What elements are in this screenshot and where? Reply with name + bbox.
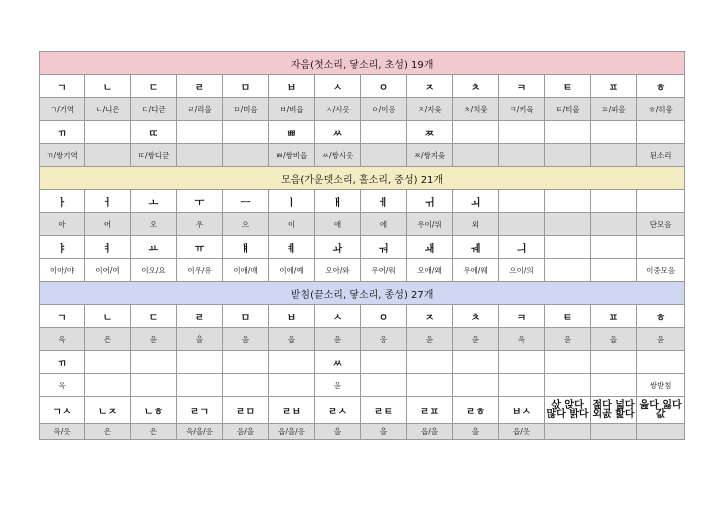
hangul-chart-table bbox=[39, 51, 685, 440]
final-jamo-cell: ㄴ bbox=[85, 305, 131, 328]
final-jamo-cell: ㄹ bbox=[177, 305, 223, 328]
compound-vowel-jamo-cell: ㅖ bbox=[269, 236, 315, 259]
final-jamo-row bbox=[40, 305, 685, 328]
simple-vowel-name-row bbox=[40, 213, 685, 236]
consonant-jamo-cell: ㅈ bbox=[407, 75, 453, 98]
simple-vowel-name-cell bbox=[591, 213, 637, 236]
simple-vowel-jamo-cell: ㅚ bbox=[453, 190, 499, 213]
double-final-jamo-cell bbox=[223, 351, 269, 374]
double-final-jamo-cell bbox=[453, 351, 499, 374]
double-final-jamo-cell bbox=[499, 351, 545, 374]
consonant-jamo-cell: ㅍ bbox=[591, 75, 637, 98]
double-consonant-name-cell bbox=[177, 144, 223, 167]
double-consonant-name-cell bbox=[545, 144, 591, 167]
compound-vowel-name-cell: 오애/왜 bbox=[407, 259, 453, 282]
double-consonant-jamo-cell: ㅆ bbox=[315, 121, 361, 144]
consonant-name-cell: ㅊ/치읓 bbox=[453, 98, 499, 121]
cluster-final-sound-cell: 을 bbox=[453, 424, 499, 440]
final-jamo-cell: ㅂ bbox=[269, 305, 315, 328]
final-jamo-cell: ㅋ bbox=[499, 305, 545, 328]
simple-vowel-name-cell bbox=[545, 213, 591, 236]
final-jamo-cell: ㅅ bbox=[315, 305, 361, 328]
double-consonant-jamo-cell bbox=[177, 121, 223, 144]
consonant-name-cell: ㅅ/시옷 bbox=[315, 98, 361, 121]
compound-vowel-name-row bbox=[40, 259, 685, 282]
double-final-sound-cell bbox=[131, 374, 177, 397]
compound-vowel-name-cell: 이어/여 bbox=[85, 259, 131, 282]
double-final-jamo-cell: ㅆ bbox=[315, 351, 361, 374]
consonant-jamo-cell: ㅋ bbox=[499, 75, 545, 98]
simple-vowel-jamo-row bbox=[40, 190, 685, 213]
consonants-header-row bbox=[40, 52, 685, 75]
cluster-final-jamo-cell: ㄹㅎ bbox=[453, 397, 499, 424]
consonant-jamo-cell: ㅌ bbox=[545, 75, 591, 98]
simple-vowel-name-cell: 우 bbox=[177, 213, 223, 236]
consonants-header-title: 자음(첫소리, 닿소리, 초성) 19개 bbox=[40, 52, 685, 75]
cluster-final-jamo-row bbox=[40, 397, 685, 424]
cluster-final-sound-cell: 읍/을/응 bbox=[269, 424, 315, 440]
double-final-sound-cell bbox=[499, 374, 545, 397]
consonant-name-cell: ㅂ/비읍 bbox=[269, 98, 315, 121]
double-final-sound-cell bbox=[223, 374, 269, 397]
simple-vowel-name-cell: 이 bbox=[269, 213, 315, 236]
double-consonant-jamo-cell bbox=[85, 121, 131, 144]
final-sound-cell: 읃 bbox=[453, 328, 499, 351]
compound-vowel-jamo-row bbox=[40, 236, 685, 259]
simple-vowel-jamo-cell bbox=[591, 190, 637, 213]
double-consonant-name-cell bbox=[223, 144, 269, 167]
double-final-jamo-cell bbox=[407, 351, 453, 374]
simple-vowel-name-cell: 으 bbox=[223, 213, 269, 236]
double-consonant-jamo-row bbox=[40, 121, 685, 144]
double-final-sound-cell bbox=[177, 374, 223, 397]
double-final-sound-cell bbox=[591, 374, 637, 397]
cluster-final-sound-cell: 윽/읏 bbox=[40, 424, 85, 440]
compound-vowel-jamo-cell: ㅠ bbox=[177, 236, 223, 259]
cluster-final-sound-cell bbox=[637, 424, 685, 440]
simple-vowel-jamo-cell: ㅏ bbox=[40, 190, 85, 213]
simple-vowel-jamo-cell bbox=[637, 190, 685, 213]
double-consonant-name-cell: 된소리 bbox=[637, 144, 685, 167]
compound-vowel-name-cell: 이우/유 bbox=[177, 259, 223, 282]
compound-vowel-jamo-cell: ㅞ bbox=[453, 236, 499, 259]
cluster-final-jamo-cell: ㄴㅎ bbox=[131, 397, 177, 424]
simple-vowel-jamo-cell: ㅔ bbox=[361, 190, 407, 213]
double-final-sound-row bbox=[40, 374, 685, 397]
finals-header-row bbox=[40, 282, 685, 305]
cluster-final-jamo-cell: ㄱㅅ bbox=[40, 397, 85, 424]
consonant-jamo-row bbox=[40, 75, 685, 98]
consonant-name-cell: ㄴ/니은 bbox=[85, 98, 131, 121]
cluster-final-jamo-cell: 젊다 넓다 외곬 핥다 bbox=[591, 397, 637, 424]
double-final-jamo-cell bbox=[85, 351, 131, 374]
final-sound-cell: 읃 bbox=[315, 328, 361, 351]
double-consonant-name-row bbox=[40, 144, 685, 167]
double-final-jamo-cell bbox=[361, 351, 407, 374]
cluster-final-jamo-cell: ㄴㅈ bbox=[85, 397, 131, 424]
final-jamo-cell: ㄷ bbox=[131, 305, 177, 328]
double-final-sound-cell bbox=[453, 374, 499, 397]
final-jamo-cell: ㅈ bbox=[407, 305, 453, 328]
double-final-sound-cell bbox=[85, 374, 131, 397]
compound-vowel-name-cell: 이에/예 bbox=[269, 259, 315, 282]
final-jamo-cell: ㅍ bbox=[591, 305, 637, 328]
double-consonant-jamo-cell: ㄸ bbox=[131, 121, 177, 144]
consonant-name-cell: ㅈ/지읒 bbox=[407, 98, 453, 121]
consonant-name-cell: ㅁ/미음 bbox=[223, 98, 269, 121]
double-consonant-jamo-cell bbox=[361, 121, 407, 144]
cluster-final-jamo-cell: ㄹㅂ bbox=[269, 397, 315, 424]
simple-vowel-name-cell: 오 bbox=[131, 213, 177, 236]
consonant-jamo-cell: ㅇ bbox=[361, 75, 407, 98]
cluster-final-jamo-cell: ㄹㅅ bbox=[315, 397, 361, 424]
consonant-name-cell: ㅇ/이응 bbox=[361, 98, 407, 121]
cluster-final-jamo-cell: ㄹㄱ bbox=[177, 397, 223, 424]
consonant-jamo-cell: ㄴ bbox=[85, 75, 131, 98]
final-jamo-cell: ㅎ bbox=[637, 305, 685, 328]
consonant-jamo-cell: ㅅ bbox=[315, 75, 361, 98]
compound-vowel-name-cell: 으이/의 bbox=[499, 259, 545, 282]
double-final-jamo-cell bbox=[177, 351, 223, 374]
double-final-sound-cell: 읃 bbox=[315, 374, 361, 397]
final-jamo-cell: ㅁ bbox=[223, 305, 269, 328]
cluster-final-jamo-cell: ㅂㅅ bbox=[499, 397, 545, 424]
consonant-jamo-cell: ㅁ bbox=[223, 75, 269, 98]
simple-vowel-name-cell: 에 bbox=[361, 213, 407, 236]
compound-vowel-jamo-cell: ㅢ bbox=[499, 236, 545, 259]
cluster-final-sound-cell: 은 bbox=[85, 424, 131, 440]
double-consonant-jamo-cell bbox=[453, 121, 499, 144]
consonant-name-cell: ㅌ/티읕 bbox=[545, 98, 591, 121]
double-final-jamo-cell: ㄲ bbox=[40, 351, 85, 374]
double-consonant-jamo-cell bbox=[637, 121, 685, 144]
double-final-jamo-cell bbox=[591, 351, 637, 374]
simple-vowel-name-cell: 어 bbox=[85, 213, 131, 236]
double-final-sound-cell: 윽 bbox=[40, 374, 85, 397]
cluster-final-jamo-cell: ㄹㅍ bbox=[407, 397, 453, 424]
double-final-jamo-cell bbox=[545, 351, 591, 374]
compound-vowel-jamo-cell bbox=[637, 236, 685, 259]
simple-vowel-name-cell bbox=[499, 213, 545, 236]
double-consonant-name-cell bbox=[591, 144, 637, 167]
double-final-sound-cell bbox=[361, 374, 407, 397]
final-sound-cell: 읃 bbox=[637, 328, 685, 351]
cluster-final-sound-cell: 읍/읏 bbox=[499, 424, 545, 440]
finals-header-title: 받침(끝소리, 닿소리, 종성) 27개 bbox=[40, 282, 685, 305]
final-sound-cell: 읃 bbox=[545, 328, 591, 351]
consonant-jamo-cell: ㄹ bbox=[177, 75, 223, 98]
simple-vowel-jamo-cell bbox=[499, 190, 545, 213]
final-sound-cell: 읃 bbox=[131, 328, 177, 351]
final-sound-cell: 윽 bbox=[40, 328, 85, 351]
final-sound-cell: 읍 bbox=[591, 328, 637, 351]
double-consonant-jamo-cell bbox=[591, 121, 637, 144]
cluster-final-jamo-cell: ㄹㅌ bbox=[361, 397, 407, 424]
compound-vowel-name-cell: 오아/와 bbox=[315, 259, 361, 282]
consonant-name-cell: ㅎ/히읗 bbox=[637, 98, 685, 121]
final-sound-cell: 음 bbox=[223, 328, 269, 351]
consonant-jamo-cell: ㅊ bbox=[453, 75, 499, 98]
compound-vowel-name-cell: 이중모음 bbox=[637, 259, 685, 282]
final-sound-cell: 은 bbox=[85, 328, 131, 351]
compound-vowel-jamo-cell: ㅘ bbox=[315, 236, 361, 259]
consonant-jamo-cell: ㄱ bbox=[40, 75, 85, 98]
compound-vowel-jamo-cell: ㅝ bbox=[361, 236, 407, 259]
compound-vowel-name-cell bbox=[591, 259, 637, 282]
simple-vowel-jamo-cell: ㅗ bbox=[131, 190, 177, 213]
double-final-jamo-cell bbox=[269, 351, 315, 374]
cluster-final-sound-cell: 읍/을 bbox=[407, 424, 453, 440]
compound-vowel-jamo-cell: ㅑ bbox=[40, 236, 85, 259]
simple-vowel-jamo-cell: ㅓ bbox=[85, 190, 131, 213]
cluster-final-sound-cell: 윽/을/응 bbox=[177, 424, 223, 440]
simple-vowel-name-cell: 단모음 bbox=[637, 213, 685, 236]
compound-vowel-name-cell bbox=[545, 259, 591, 282]
consonant-name-cell: ㄷ/디귿 bbox=[131, 98, 177, 121]
double-consonant-jamo-cell bbox=[545, 121, 591, 144]
double-final-jamo-cell bbox=[131, 351, 177, 374]
compound-vowel-name-cell: 이오/요 bbox=[131, 259, 177, 282]
double-consonant-name-cell bbox=[453, 144, 499, 167]
consonant-name-row bbox=[40, 98, 685, 121]
cluster-final-sound-cell: 은 bbox=[131, 424, 177, 440]
final-jamo-cell: ㅇ bbox=[361, 305, 407, 328]
simple-vowel-jamo-cell: ㅐ bbox=[315, 190, 361, 213]
cluster-final-sound-cell bbox=[545, 424, 591, 440]
final-sound-row bbox=[40, 328, 685, 351]
compound-vowel-jamo-cell: ㅛ bbox=[131, 236, 177, 259]
simple-vowel-name-cell: 외 bbox=[453, 213, 499, 236]
cluster-final-sound-cell: 음/을 bbox=[223, 424, 269, 440]
double-consonant-name-cell bbox=[85, 144, 131, 167]
double-consonant-name-cell bbox=[499, 144, 545, 167]
compound-vowel-jamo-cell: ㅕ bbox=[85, 236, 131, 259]
double-consonant-name-cell: ㄸ/쌍디귿 bbox=[131, 144, 177, 167]
simple-vowel-jamo-cell: ㅡ bbox=[223, 190, 269, 213]
cluster-final-sound-cell bbox=[591, 424, 637, 440]
simple-vowel-name-cell: 아 bbox=[40, 213, 85, 236]
compound-vowel-jamo-cell bbox=[591, 236, 637, 259]
cluster-final-sound-cell: 을 bbox=[361, 424, 407, 440]
final-sound-cell: 읍 bbox=[269, 328, 315, 351]
final-jamo-cell: ㅌ bbox=[545, 305, 591, 328]
double-final-sound-cell bbox=[545, 374, 591, 397]
double-final-sound-cell bbox=[269, 374, 315, 397]
double-consonant-name-cell: ㄲ/쌍기역 bbox=[40, 144, 85, 167]
vowels-header-title: 모음(가운뎃소리, 홀소리, 중성) 21개 bbox=[40, 167, 685, 190]
cluster-final-sound-row bbox=[40, 424, 685, 440]
final-sound-cell: 윽 bbox=[499, 328, 545, 351]
simple-vowel-jamo-cell bbox=[545, 190, 591, 213]
compound-vowel-name-cell: 우어/워 bbox=[361, 259, 407, 282]
double-consonant-jamo-cell: ㅃ bbox=[269, 121, 315, 144]
compound-vowel-jamo-cell: ㅒ bbox=[223, 236, 269, 259]
consonant-name-cell: ㅋ/키읔 bbox=[499, 98, 545, 121]
double-consonant-jamo-cell bbox=[223, 121, 269, 144]
cluster-final-jamo-cell: ㄹㅁ bbox=[223, 397, 269, 424]
final-sound-cell: 읃 bbox=[407, 328, 453, 351]
cluster-final-sound-cell: 을 bbox=[315, 424, 361, 440]
compound-vowel-jamo-cell: ㅙ bbox=[407, 236, 453, 259]
double-consonant-jamo-cell: ㄲ bbox=[40, 121, 85, 144]
compound-vowel-jamo-cell bbox=[545, 236, 591, 259]
final-sound-cell: 응 bbox=[361, 328, 407, 351]
final-sound-cell: 을 bbox=[177, 328, 223, 351]
compound-vowel-name-cell: 이아/야 bbox=[40, 259, 85, 282]
final-jamo-cell: ㅊ bbox=[453, 305, 499, 328]
simple-vowel-jamo-cell: ㅜ bbox=[177, 190, 223, 213]
simple-vowel-jamo-cell: ㅟ bbox=[407, 190, 453, 213]
consonant-jamo-cell: ㅂ bbox=[269, 75, 315, 98]
double-consonant-jamo-cell bbox=[499, 121, 545, 144]
double-consonant-name-cell: ㅃ/쌍비읍 bbox=[269, 144, 315, 167]
simple-vowel-name-cell: 우이/위 bbox=[407, 213, 453, 236]
simple-vowel-jamo-cell: ㅣ bbox=[269, 190, 315, 213]
consonant-jamo-cell: ㄷ bbox=[131, 75, 177, 98]
vowels-header-row bbox=[40, 167, 685, 190]
double-consonant-name-cell bbox=[361, 144, 407, 167]
compound-vowel-name-cell: 우에/웨 bbox=[453, 259, 499, 282]
cluster-final-jamo-cell: 삯 앉다 많다 밝다 bbox=[545, 397, 591, 424]
final-jamo-cell: ㄱ bbox=[40, 305, 85, 328]
double-final-jamo-row bbox=[40, 351, 685, 374]
consonant-name-cell: ㅍ/피읖 bbox=[591, 98, 637, 121]
consonant-name-cell: ㄱ/기역 bbox=[40, 98, 85, 121]
compound-vowel-name-cell: 이애/얘 bbox=[223, 259, 269, 282]
double-consonant-name-cell: ㅆ/쌍시옷 bbox=[315, 144, 361, 167]
simple-vowel-name-cell: 애 bbox=[315, 213, 361, 236]
double-final-sound-cell: 쌍받침 bbox=[637, 374, 685, 397]
double-final-sound-cell bbox=[407, 374, 453, 397]
consonant-jamo-cell: ㅎ bbox=[637, 75, 685, 98]
double-consonant-name-cell: ㅉ/쌍지읒 bbox=[407, 144, 453, 167]
consonant-name-cell: ㄹ/리을 bbox=[177, 98, 223, 121]
cluster-final-jamo-cell: 읊다 잃다 값 bbox=[637, 397, 685, 424]
double-consonant-jamo-cell: ㅉ bbox=[407, 121, 453, 144]
double-final-jamo-cell bbox=[637, 351, 685, 374]
